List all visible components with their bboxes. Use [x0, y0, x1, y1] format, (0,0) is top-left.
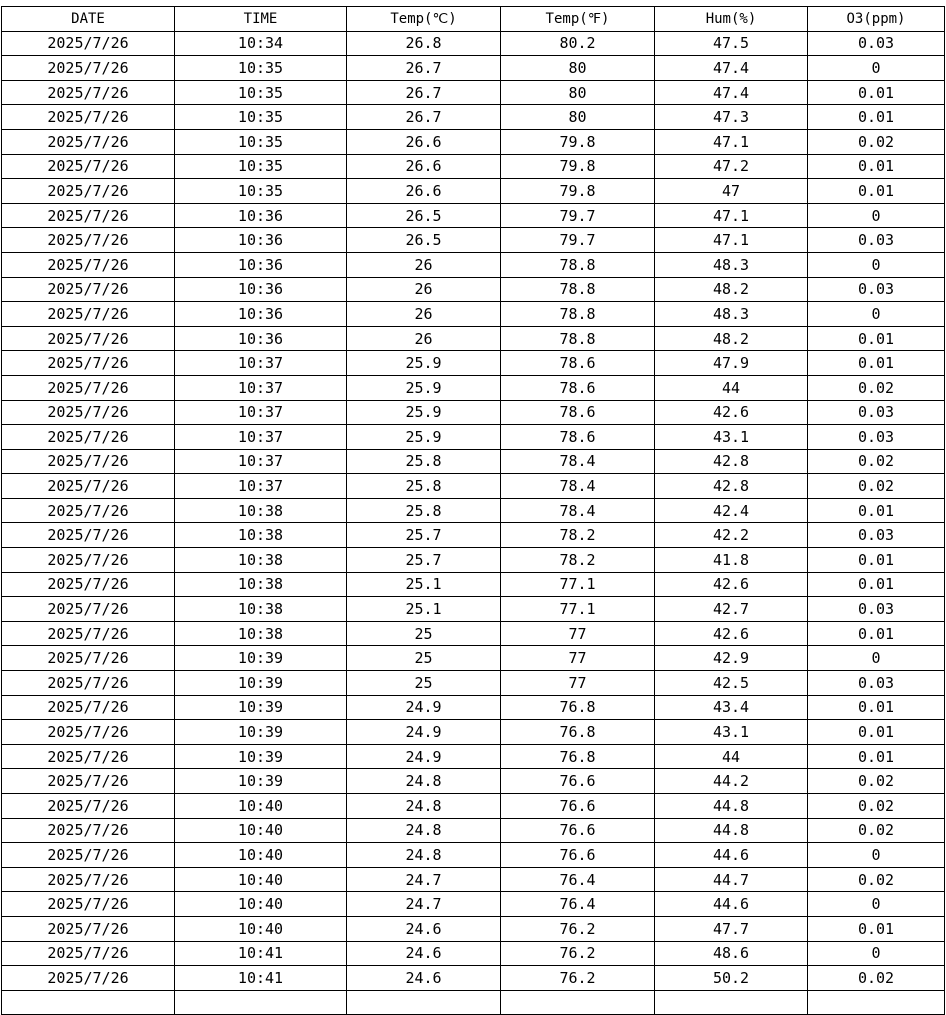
cell-temp-c[interactable]: 24.9	[347, 695, 501, 720]
cell-ozone[interactable]: 0.03	[808, 228, 945, 253]
cell-temp-c[interactable]: 25.8	[347, 449, 501, 474]
table-row	[2, 916, 945, 941]
cell-temp-f[interactable]: 76.4	[501, 892, 655, 917]
cell-ozone[interactable]: 0	[808, 203, 945, 228]
cell-ozone[interactable]: 0.03	[808, 523, 945, 548]
cell-humidity[interactable]: 42.7	[655, 597, 808, 622]
cell-time[interactable]: 10:38	[175, 498, 347, 523]
cell-temp-c[interactable]: 26	[347, 277, 501, 302]
cell-humidity[interactable]: 43.1	[655, 425, 808, 450]
cell-humidity[interactable]: 42.8	[655, 474, 808, 499]
cell-temp-c[interactable]: 24.9	[347, 744, 501, 769]
table-row	[2, 154, 945, 179]
cell-humidity[interactable]: 47.2	[655, 154, 808, 179]
cell-time[interactable]: 10:35	[175, 129, 347, 154]
cell-ozone[interactable]: 0.03	[808, 31, 945, 56]
table-row	[2, 179, 945, 204]
cell-temp-c[interactable]: 26.8	[347, 31, 501, 56]
cell-temp-f[interactable]: 76.2	[501, 941, 655, 966]
cell-humidity[interactable]: 48.2	[655, 326, 808, 351]
cell-temp-f[interactable]: 78.6	[501, 375, 655, 400]
cell-temp-f[interactable]: 78.2	[501, 523, 655, 548]
cell-time[interactable]: 10:38	[175, 523, 347, 548]
header-date[interactable]: DATE	[2, 7, 175, 32]
cell-time[interactable]: 10:40	[175, 916, 347, 941]
cell-temp-c[interactable]: 24.8	[347, 818, 501, 843]
cell-date[interactable]: 2025/7/26	[2, 794, 175, 819]
cell-temp-c[interactable]: 24.7	[347, 892, 501, 917]
cell-temp-f[interactable]: 76.2	[501, 966, 655, 991]
cell-temp-c[interactable]: 26.5	[347, 228, 501, 253]
cell-temp-c[interactable]: 25	[347, 671, 501, 696]
cell-time[interactable]: 10:39	[175, 671, 347, 696]
cell-time[interactable]: 10:41	[175, 941, 347, 966]
cell-date[interactable]: 2025/7/26	[2, 523, 175, 548]
table-row	[2, 892, 945, 917]
cell-time[interactable]: 10:40	[175, 818, 347, 843]
cell-temp-c[interactable]: 24.7	[347, 867, 501, 892]
cell-temp-c[interactable]: 26.6	[347, 179, 501, 204]
cell-date[interactable]: 2025/7/26	[2, 498, 175, 523]
cell-time[interactable]: 10:36	[175, 252, 347, 277]
table-row	[2, 425, 945, 450]
cell-date[interactable]: 2025/7/26	[2, 252, 175, 277]
cell-temp-f[interactable]: 80	[501, 80, 655, 105]
cell-humidity[interactable]: 47.7	[655, 916, 808, 941]
table-row	[2, 867, 945, 892]
cell-humidity[interactable]: 42.6	[655, 400, 808, 425]
cell-date[interactable]: 2025/7/26	[2, 867, 175, 892]
cell-time[interactable]: 10:40	[175, 867, 347, 892]
table-row	[2, 966, 945, 991]
table-row	[2, 695, 945, 720]
header-row	[2, 7, 945, 32]
cell-temp-c[interactable]: 25.1	[347, 597, 501, 622]
cell-date[interactable]: 2025/7/26	[2, 474, 175, 499]
cell-ozone[interactable]: 0	[808, 646, 945, 671]
cell-time[interactable]: 10:39	[175, 646, 347, 671]
cell-date[interactable]: 2025/7/26	[2, 966, 175, 991]
table-row	[2, 941, 945, 966]
cell-time[interactable]: 10:37	[175, 474, 347, 499]
cell-humidity[interactable]: 47.5	[655, 31, 808, 56]
cell-time[interactable]	[175, 990, 347, 1015]
table-row	[2, 375, 945, 400]
cell-temp-c[interactable]: 24.8	[347, 843, 501, 868]
cell-ozone[interactable]: 0.01	[808, 916, 945, 941]
cell-temp-f[interactable]	[501, 990, 655, 1015]
table-row	[2, 572, 945, 597]
cell-date[interactable]: 2025/7/26	[2, 326, 175, 351]
cell-temp-f[interactable]: 76.8	[501, 695, 655, 720]
cell-humidity[interactable]: 44	[655, 375, 808, 400]
data-table	[1, 6, 945, 1015]
cell-temp-f[interactable]: 78.6	[501, 400, 655, 425]
cell-temp-f[interactable]: 76.6	[501, 843, 655, 868]
cell-temp-f[interactable]: 76.6	[501, 794, 655, 819]
cell-date[interactable]: 2025/7/26	[2, 228, 175, 253]
cell-temp-f[interactable]: 79.7	[501, 203, 655, 228]
spreadsheet	[1, 6, 944, 1015]
cell-time[interactable]: 10:35	[175, 154, 347, 179]
cell-humidity[interactable]: 44.7	[655, 867, 808, 892]
cell-time[interactable]: 10:39	[175, 695, 347, 720]
cell-ozone[interactable]: 0.01	[808, 80, 945, 105]
cell-temp-f[interactable]: 79.7	[501, 228, 655, 253]
cell-humidity[interactable]: 47.1	[655, 228, 808, 253]
table-row	[2, 56, 945, 81]
header-ozone[interactable]: O3(ppm)	[808, 7, 945, 32]
cell-ozone[interactable]: 0.02	[808, 794, 945, 819]
cell-humidity[interactable]: 48.2	[655, 277, 808, 302]
cell-time[interactable]: 10:40	[175, 794, 347, 819]
cell-temp-f[interactable]: 78.2	[501, 548, 655, 573]
cell-date[interactable]: 2025/7/26	[2, 671, 175, 696]
cell-ozone[interactable]: 0.02	[808, 818, 945, 843]
cell-humidity[interactable]: 44.6	[655, 843, 808, 868]
cell-temp-f[interactable]: 77.1	[501, 597, 655, 622]
cell-temp-f[interactable]: 79.8	[501, 154, 655, 179]
cell-ozone[interactable]: 0.02	[808, 375, 945, 400]
cell-temp-c[interactable]: 26.7	[347, 80, 501, 105]
cell-date[interactable]: 2025/7/26	[2, 302, 175, 327]
cell-date[interactable]: 2025/7/26	[2, 941, 175, 966]
cell-time[interactable]: 10:41	[175, 966, 347, 991]
cell-temp-f[interactable]: 78.8	[501, 277, 655, 302]
cell-humidity[interactable]: 42.9	[655, 646, 808, 671]
cell-temp-c[interactable]: 25	[347, 621, 501, 646]
cell-time[interactable]: 10:38	[175, 572, 347, 597]
cell-date[interactable]: 2025/7/26	[2, 351, 175, 376]
cell-humidity[interactable]: 44.8	[655, 818, 808, 843]
cell-temp-f[interactable]: 77	[501, 646, 655, 671]
cell-date[interactable]: 2025/7/26	[2, 129, 175, 154]
cell-ozone[interactable]: 0.01	[808, 154, 945, 179]
cell-humidity[interactable]: 47	[655, 179, 808, 204]
cell-temp-c[interactable]: 26	[347, 302, 501, 327]
cell-temp-c[interactable]: 26.6	[347, 129, 501, 154]
cell-ozone[interactable]: 0.02	[808, 867, 945, 892]
cell-date[interactable]: 2025/7/26	[2, 80, 175, 105]
cell-temp-f[interactable]: 76.2	[501, 916, 655, 941]
table-row	[2, 523, 945, 548]
table-row	[2, 646, 945, 671]
cell-humidity[interactable]: 47.4	[655, 56, 808, 81]
cell-time[interactable]: 10:38	[175, 548, 347, 573]
cell-temp-f[interactable]: 78.6	[501, 351, 655, 376]
table-row	[2, 597, 945, 622]
cell-ozone[interactable]: 0	[808, 892, 945, 917]
cell-temp-f[interactable]: 78.8	[501, 252, 655, 277]
cell-temp-f[interactable]: 79.8	[501, 129, 655, 154]
cell-humidity[interactable]: 43.4	[655, 695, 808, 720]
cell-temp-c[interactable]	[347, 990, 501, 1015]
table-row	[2, 277, 945, 302]
cell-humidity[interactable]: 42.2	[655, 523, 808, 548]
cell-humidity[interactable]: 44.8	[655, 794, 808, 819]
cell-humidity[interactable]: 42.6	[655, 621, 808, 646]
cell-humidity[interactable]: 47.1	[655, 129, 808, 154]
cell-humidity[interactable]	[655, 990, 808, 1015]
cell-humidity[interactable]: 43.1	[655, 720, 808, 745]
header-time[interactable]: TIME	[175, 7, 347, 32]
cell-humidity[interactable]: 47.1	[655, 203, 808, 228]
cell-date[interactable]: 2025/7/26	[2, 720, 175, 745]
cell-temp-f[interactable]: 76.8	[501, 744, 655, 769]
cell-time[interactable]: 10:35	[175, 80, 347, 105]
cell-ozone[interactable]: 0.03	[808, 597, 945, 622]
cell-temp-c[interactable]: 26.5	[347, 203, 501, 228]
cell-temp-c[interactable]: 24.8	[347, 794, 501, 819]
table-row	[2, 498, 945, 523]
cell-temp-c[interactable]: 25.9	[347, 425, 501, 450]
cell-time[interactable]: 10:36	[175, 302, 347, 327]
table-row	[2, 302, 945, 327]
table-row	[2, 31, 945, 56]
cell-date[interactable]: 2025/7/26	[2, 375, 175, 400]
cell-date[interactable]: 2025/7/26	[2, 105, 175, 130]
cell-time[interactable]: 10:36	[175, 277, 347, 302]
cell-time[interactable]: 10:39	[175, 744, 347, 769]
cell-time[interactable]: 10:36	[175, 326, 347, 351]
cell-temp-c[interactable]: 26.6	[347, 154, 501, 179]
cell-ozone[interactable]: 0.01	[808, 351, 945, 376]
cell-temp-c[interactable]: 25	[347, 646, 501, 671]
cell-ozone[interactable]: 0.03	[808, 671, 945, 696]
cell-humidity[interactable]: 44.6	[655, 892, 808, 917]
cell-ozone[interactable]: 0	[808, 252, 945, 277]
cell-time[interactable]: 10:36	[175, 228, 347, 253]
cell-temp-f[interactable]: 78.4	[501, 449, 655, 474]
cell-ozone[interactable]: 0.02	[808, 129, 945, 154]
cell-humidity[interactable]: 47.4	[655, 80, 808, 105]
cell-ozone[interactable]: 0.01	[808, 179, 945, 204]
cell-time[interactable]: 10:37	[175, 400, 347, 425]
cell-temp-f[interactable]: 80	[501, 56, 655, 81]
table-body	[2, 31, 945, 1015]
cell-time[interactable]: 10:36	[175, 203, 347, 228]
cell-ozone[interactable]: 0.01	[808, 498, 945, 523]
table-row	[2, 818, 945, 843]
table-row	[2, 80, 945, 105]
cell-time[interactable]: 10:37	[175, 351, 347, 376]
cell-ozone[interactable]: 0.01	[808, 744, 945, 769]
cell-humidity[interactable]: 48.6	[655, 941, 808, 966]
table-header	[2, 7, 945, 32]
cell-temp-c[interactable]: 24.9	[347, 720, 501, 745]
cell-date[interactable]: 2025/7/26	[2, 203, 175, 228]
table-row	[2, 671, 945, 696]
cell-date[interactable]: 2025/7/26	[2, 597, 175, 622]
cell-humidity[interactable]: 50.2	[655, 966, 808, 991]
cell-time[interactable]: 10:40	[175, 843, 347, 868]
table-row	[2, 744, 945, 769]
cell-time[interactable]: 10:38	[175, 621, 347, 646]
cell-temp-f[interactable]: 76.6	[501, 818, 655, 843]
cell-temp-f[interactable]: 80	[501, 105, 655, 130]
cell-temp-c[interactable]: 24.6	[347, 966, 501, 991]
cell-humidity[interactable]: 41.8	[655, 548, 808, 573]
cell-ozone[interactable]: 0	[808, 843, 945, 868]
header-temp-c[interactable]: Temp(℃)	[347, 7, 501, 32]
table-row	[2, 990, 945, 1015]
cell-date[interactable]: 2025/7/26	[2, 916, 175, 941]
cell-ozone[interactable]: 0.01	[808, 548, 945, 573]
table-row	[2, 228, 945, 253]
table-row	[2, 129, 945, 154]
cell-temp-f[interactable]: 76.4	[501, 867, 655, 892]
cell-time[interactable]: 10:39	[175, 720, 347, 745]
cell-humidity[interactable]: 42.8	[655, 449, 808, 474]
table-row	[2, 252, 945, 277]
cell-time[interactable]: 10:37	[175, 425, 347, 450]
cell-humidity[interactable]: 47.9	[655, 351, 808, 376]
cell-temp-f[interactable]: 78.8	[501, 326, 655, 351]
cell-ozone[interactable]	[808, 990, 945, 1015]
cell-date[interactable]: 2025/7/26	[2, 646, 175, 671]
cell-date[interactable]: 2025/7/26	[2, 892, 175, 917]
cell-ozone[interactable]: 0.01	[808, 695, 945, 720]
cell-date[interactable]: 2025/7/26	[2, 621, 175, 646]
cell-temp-f[interactable]: 77.1	[501, 572, 655, 597]
cell-temp-f[interactable]: 78.8	[501, 302, 655, 327]
cell-temp-c[interactable]: 24.6	[347, 916, 501, 941]
cell-date[interactable]: 2025/7/26	[2, 56, 175, 81]
cell-date[interactable]: 2025/7/26	[2, 843, 175, 868]
cell-ozone[interactable]: 0	[808, 302, 945, 327]
cell-temp-c[interactable]: 26	[347, 252, 501, 277]
table-row	[2, 720, 945, 745]
cell-temp-c[interactable]: 25.1	[347, 572, 501, 597]
cell-temp-c[interactable]: 25.7	[347, 523, 501, 548]
cell-time[interactable]: 10:35	[175, 105, 347, 130]
cell-humidity[interactable]: 48.3	[655, 252, 808, 277]
cell-temp-c[interactable]: 24.8	[347, 769, 501, 794]
cell-humidity[interactable]: 44.2	[655, 769, 808, 794]
cell-date[interactable]: 2025/7/26	[2, 449, 175, 474]
cell-date[interactable]: 2025/7/26	[2, 695, 175, 720]
cell-date[interactable]: 2025/7/26	[2, 818, 175, 843]
cell-ozone[interactable]: 0.01	[808, 326, 945, 351]
cell-ozone[interactable]: 0.01	[808, 105, 945, 130]
header-temp-f[interactable]: Temp(℉)	[501, 7, 655, 32]
table-row	[2, 621, 945, 646]
cell-humidity[interactable]: 42.6	[655, 572, 808, 597]
cell-temp-c[interactable]: 26.7	[347, 105, 501, 130]
cell-humidity[interactable]: 42.4	[655, 498, 808, 523]
cell-ozone[interactable]: 0.03	[808, 277, 945, 302]
cell-temp-f[interactable]: 80.2	[501, 31, 655, 56]
cell-time[interactable]: 10:34	[175, 31, 347, 56]
table-row	[2, 474, 945, 499]
cell-temp-f[interactable]: 76.8	[501, 720, 655, 745]
cell-time[interactable]: 10:40	[175, 892, 347, 917]
cell-date[interactable]: 2025/7/26	[2, 744, 175, 769]
cell-temp-c[interactable]: 25.7	[347, 548, 501, 573]
cell-time[interactable]: 10:38	[175, 597, 347, 622]
cell-ozone[interactable]: 0.01	[808, 572, 945, 597]
cell-time[interactable]: 10:35	[175, 56, 347, 81]
cell-humidity[interactable]: 47.3	[655, 105, 808, 130]
table-row	[2, 400, 945, 425]
cell-date[interactable]: 2025/7/26	[2, 548, 175, 573]
cell-time[interactable]: 10:37	[175, 449, 347, 474]
cell-temp-f[interactable]: 76.6	[501, 769, 655, 794]
cell-time[interactable]: 10:35	[175, 179, 347, 204]
cell-time[interactable]: 10:37	[175, 375, 347, 400]
table-row	[2, 449, 945, 474]
cell-ozone[interactable]: 0.02	[808, 449, 945, 474]
cell-temp-f[interactable]: 78.4	[501, 474, 655, 499]
cell-time[interactable]: 10:39	[175, 769, 347, 794]
cell-date[interactable]: 2025/7/26	[2, 154, 175, 179]
cell-ozone[interactable]: 0.03	[808, 400, 945, 425]
cell-ozone[interactable]: 0.02	[808, 966, 945, 991]
table-row	[2, 105, 945, 130]
cell-date[interactable]: 2025/7/26	[2, 400, 175, 425]
cell-humidity[interactable]: 42.5	[655, 671, 808, 696]
cell-temp-f[interactable]: 78.4	[501, 498, 655, 523]
cell-temp-f[interactable]: 79.8	[501, 179, 655, 204]
cell-date[interactable]: 2025/7/26	[2, 277, 175, 302]
table-row	[2, 548, 945, 573]
cell-date[interactable]: 2025/7/26	[2, 572, 175, 597]
cell-humidity[interactable]: 44	[655, 744, 808, 769]
cell-date[interactable]: 2025/7/26	[2, 179, 175, 204]
cell-date[interactable]: 2025/7/26	[2, 31, 175, 56]
cell-ozone[interactable]: 0	[808, 56, 945, 81]
cell-temp-c[interactable]: 24.6	[347, 941, 501, 966]
table-row	[2, 769, 945, 794]
cell-ozone[interactable]: 0.02	[808, 474, 945, 499]
cell-date[interactable]: 2025/7/26	[2, 425, 175, 450]
header-humidity[interactable]: Hum(%)	[655, 7, 808, 32]
cell-temp-c[interactable]: 26	[347, 326, 501, 351]
cell-temp-f[interactable]: 78.6	[501, 425, 655, 450]
cell-temp-c[interactable]: 25.9	[347, 400, 501, 425]
table-row	[2, 794, 945, 819]
cell-temp-f[interactable]: 77	[501, 671, 655, 696]
cell-humidity[interactable]: 48.3	[655, 302, 808, 327]
table-row	[2, 326, 945, 351]
cell-temp-c[interactable]: 25.9	[347, 351, 501, 376]
cell-ozone[interactable]: 0	[808, 941, 945, 966]
cell-temp-c[interactable]: 25.9	[347, 375, 501, 400]
cell-temp-f[interactable]: 77	[501, 621, 655, 646]
cell-ozone[interactable]: 0.03	[808, 425, 945, 450]
table-row	[2, 843, 945, 868]
cell-temp-c[interactable]: 25.8	[347, 498, 501, 523]
cell-date[interactable]	[2, 990, 175, 1015]
cell-ozone[interactable]: 0.02	[808, 769, 945, 794]
table-row	[2, 203, 945, 228]
cell-temp-c[interactable]: 26.7	[347, 56, 501, 81]
cell-date[interactable]: 2025/7/26	[2, 769, 175, 794]
table-row	[2, 351, 945, 376]
cell-ozone[interactable]: 0.01	[808, 621, 945, 646]
cell-ozone[interactable]: 0.01	[808, 720, 945, 745]
cell-temp-c[interactable]: 25.8	[347, 474, 501, 499]
